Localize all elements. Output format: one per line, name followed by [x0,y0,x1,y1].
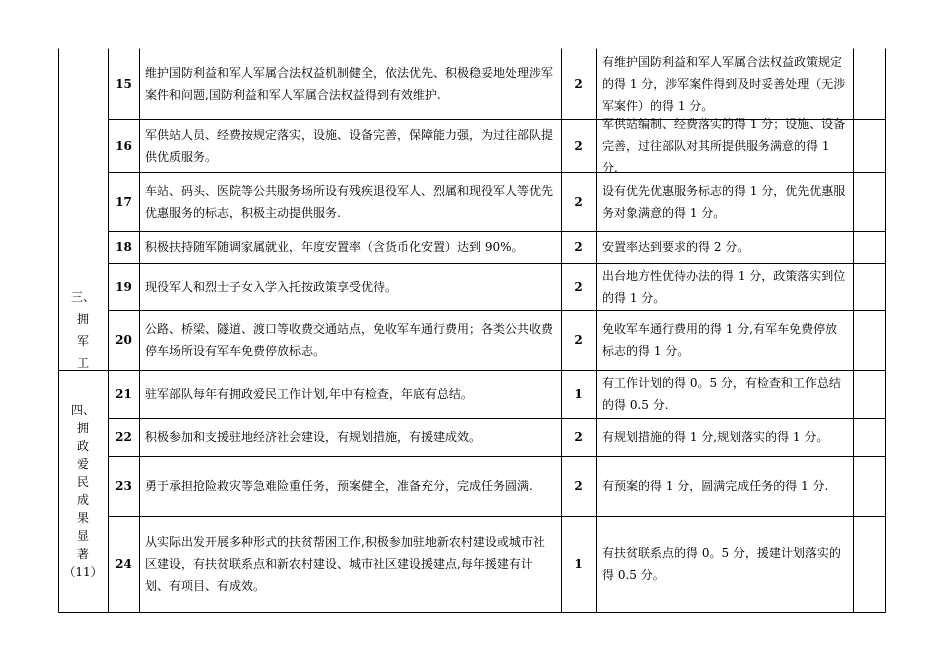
row-content [139,516,561,612]
row-criteria [596,310,853,370]
row-content [139,456,561,516]
row-content [139,172,561,231]
row-criteria-text: 有维护国防利益和军人军属合法权益政策规定的得 1 分，涉军案件得到及时妥善处理（无涉军案件）的得 1 分。 [602,54,846,113]
row-number [108,263,139,310]
row-content-text: 积极扶持随军随调家属就业，年度安置率（含货币化安置）达到 90%。 [145,240,524,254]
row-number [108,370,139,418]
category-line: 政 [76,439,89,453]
category-line: 工 [76,356,89,368]
row-score [561,310,596,370]
row-criteria-text: 有预案的得 1 分，圆满完成任务的得 1 分. [602,479,829,493]
row-content [139,370,561,418]
row-number-text: 15 [115,76,132,91]
row-content [139,418,561,456]
row-number [108,456,139,516]
row-criteria [596,231,853,263]
row-content-text: 驻军部队每年有拥政爱民工作计划,年中有检查，年底有总结。 [145,387,473,401]
row-criteria [596,172,853,231]
row-score [561,516,596,612]
category-line: 著 [76,547,89,561]
row-remark [853,456,885,516]
row-content-text: 积极参加和支援驻地经济社会建设，有规划措施，有援建成效。 [145,430,482,444]
row-remark [853,310,885,370]
row-remark [853,48,885,119]
row-criteria-text: 军供站编制、经费落实的得 1 分；设施、设备完善，过往部队对其所提供服务满意的得 1 分. [602,116,846,175]
row-score-text: 2 [574,138,583,153]
row-content-text: 车站、码头、医院等公共服务场所设有残疾退役军人、烈属和现役军人等优先优惠服务的标志，积极主动提供服务. [145,183,554,220]
row-score-text: 2 [574,479,583,493]
row-score-text: 1 [574,557,583,571]
row-criteria [596,116,853,175]
row-criteria-text: 有工作计划的得 0。5 分，有检查和工作总结的得 0.5 分. [602,376,841,412]
row-score [561,418,596,456]
row-content-text: 公路、桥梁、隧道、渡口等收费交通站点，免收军车通行费用；各类公共收费停车场所设有军车免费停放标志。 [145,322,554,358]
row-score-text: 2 [574,76,583,91]
row-number-text: 22 [115,430,132,444]
row-content [139,310,561,370]
row-content-text: 从实际出发开展多种形式的扶贫帮困工作,积极参加驻地新农村建设或城市社区建设，有扶贫联系点和新农村建设、城市社区建设援建点,每年援建有计划、有项目、有成效。 [145,535,545,593]
row-content-text: 勇于承担抢险救灾等急难险重任务，预案健全，准备充分，完成任务圆满. [145,479,533,493]
row-content [139,119,561,172]
row-remark [853,418,885,456]
row-criteria [596,263,853,310]
row-criteria [596,456,853,516]
category-line: 军 [76,334,89,348]
category-line: 成 [76,493,89,507]
row-score [561,172,596,231]
row-content [139,231,561,263]
row-content-text: 维护国防利益和军人军属合法权益机制健全，依法优先、积极稳妥地处理涉军案件和问题,国防利益和军人军属合法权益得到有效维护. [145,65,554,102]
row-number-text: 21 [115,387,132,401]
row-score-text: 2 [574,333,583,347]
row-content-text: 军供站人员、经费按规定落实，设施、设备完善，保障能力强，为过往部队提供优质服务。 [145,127,554,164]
row-criteria-text: 免收军车通行费用的得 1 分,有军车免费停放标志的得 1 分。 [602,322,838,358]
row-number [108,48,139,119]
row-content-text: 现役军人和烈士子女入学入托按政策享受优待。 [145,279,398,294]
row-number [108,231,139,263]
category-line: 爱 [76,457,89,471]
row-criteria-text: 安置率达到要求的得 2 分。 [602,240,750,254]
row-criteria [596,48,853,119]
row-criteria-text: 设有优先优惠服务标志的得 1 分，优先优惠服务对象满意的得 1 分。 [602,183,846,220]
row-number [108,172,139,231]
category-cell-4 [58,370,108,612]
row-remark [853,370,885,418]
row-number-text: 17 [115,194,132,209]
row-score [561,263,596,310]
row-remark [853,119,885,172]
row-number-text: 16 [115,138,132,153]
row-number [108,310,139,370]
row-score-text: 2 [574,430,583,444]
row-criteria-text: 出台地方性优待办法的得 1 分，政策落实到位的得 1 分。 [602,268,846,305]
row-score-text: 2 [574,240,583,254]
row-number-text: 24 [115,557,132,571]
row-number-text: 19 [115,279,132,294]
row-score [561,231,596,263]
category-cell-3 [58,48,108,368]
row-remark [853,172,885,231]
row-score-text: 1 [574,387,583,401]
row-remark [853,263,885,310]
row-number [108,119,139,172]
row-criteria-text: 有规划措施的得 1 分,规划落实的得 1 分。 [602,430,829,444]
row-criteria [596,516,853,612]
row-number-text: 20 [115,333,132,347]
row-content [139,48,561,119]
category-line: 拥 [76,421,89,435]
row-remark [853,231,885,263]
row-score [561,456,596,516]
row-score [561,48,596,119]
row-score-text: 2 [574,279,583,294]
row-number-text: 23 [115,479,132,493]
category-line: 显 [76,529,89,543]
row-criteria-text: 有扶贫联系点的得 0。5 分，援建计划落实的得 0.5 分。 [602,546,841,582]
category-line: 拥 [76,312,89,326]
row-number [108,418,139,456]
row-number [108,516,139,612]
row-criteria [596,418,853,456]
row-score [561,370,596,418]
category-line: 三、 [70,290,95,304]
row-criteria [596,370,853,418]
category-line: 果 [76,511,89,525]
row-number-text: 18 [115,240,132,254]
category-line: 四、 [70,403,95,417]
row-score-text: 2 [574,194,583,209]
row-content [139,263,561,310]
row-remark [853,516,885,612]
row-score [561,119,596,172]
category-line: （11） [63,565,103,579]
category-line: 民 [76,475,89,489]
